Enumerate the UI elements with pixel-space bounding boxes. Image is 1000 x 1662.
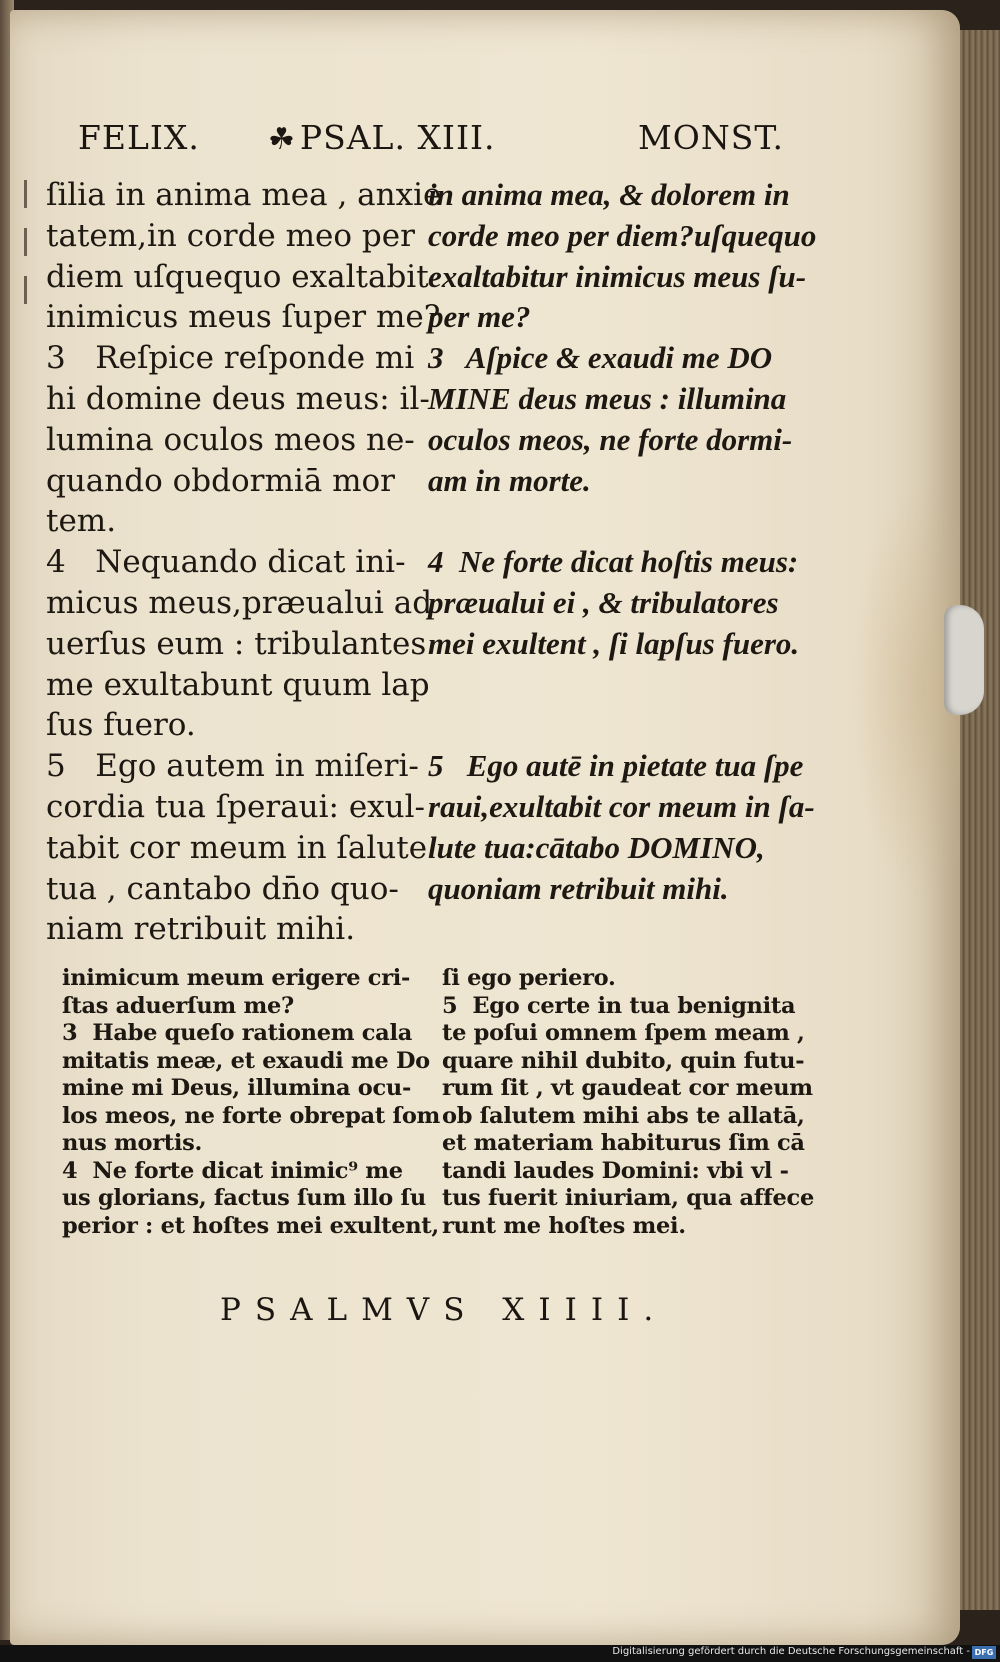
book-page — [10, 10, 960, 1645]
italic-line: corde meo per diem?uſquequo — [428, 217, 817, 253]
bookmark-tab — [944, 605, 984, 715]
gothic-right-line: ob ſalutem mihi abs te allatā, — [442, 1102, 805, 1129]
gothic-right-line: 5 Ego certe in tua benignita — [442, 992, 796, 1019]
latin-line: inimicus meus ſuper me? — [46, 299, 441, 336]
header-left: FELIX. — [78, 118, 200, 157]
gothic-left-line: los meos, ne forte obrepat ſom — [62, 1102, 441, 1129]
italic-line: mei exultent , ſi lapſus fuero. — [428, 625, 800, 661]
italic-line: raui,exultabit cor meum in ſa- — [428, 788, 815, 824]
italic-line: quoniam retribuit mihi. — [428, 870, 729, 906]
latin-line: micus meus,præualui ad — [46, 584, 433, 621]
gothic-left-line: 3 Habe queſo rationem cala — [62, 1020, 412, 1046]
italic-line: præualui ei , & tribulatores — [428, 584, 779, 620]
latin-line: tem. — [46, 503, 117, 540]
margin-marks — [24, 180, 36, 340]
latin-line: me exultabunt quum lap — [46, 666, 430, 703]
header-right: MONST. — [638, 118, 784, 157]
gothic-right-line: tandi laudes Domini: vbi vl - — [442, 1157, 789, 1184]
italic-line: 4 Ne forte dicat hoſtis meus: — [428, 544, 799, 580]
dfg-logo: DFG — [972, 1646, 996, 1659]
header-center — [268, 118, 496, 157]
gothic-left-line: ſtas aduerſum me? — [62, 992, 294, 1019]
italic-line: per me? — [428, 299, 531, 335]
italic-line: MINE deus meus : illumina — [428, 380, 787, 416]
latin-line: niam retribuit mihi. — [46, 911, 356, 948]
gothic-right-line: runt me hoſtes mei. — [442, 1212, 686, 1239]
gothic-right-line: te poſui omnem ſpem meam , — [442, 1020, 805, 1046]
next-psalm-title: PSALMVS XIIII. — [220, 1292, 668, 1328]
gothic-right-column — [442, 965, 832, 1240]
latin-line: tatem,in corde meo per — [46, 217, 415, 254]
italic-column — [428, 175, 828, 909]
latin-line: ſilia in anima mea , anxie — [46, 177, 442, 213]
italic-line — [428, 705, 828, 746]
gothic-left-line: nus mortis. — [62, 1130, 203, 1156]
latin-line: tua , cantabo dn̄o quo- — [46, 870, 399, 907]
latin-line: hi domine deus meus: il- — [46, 380, 430, 417]
latin-line: cordia tua ſperaui: exul- — [46, 788, 426, 825]
gothic-left-line: 4 Ne forte dicat inimic⁹ me — [62, 1157, 403, 1184]
gothic-left-line: mine mi Deus, illumina ocu- — [62, 1075, 411, 1101]
credit-text: Digitalisierung gefördert durch die Deutsche Forschungsgemeinschaft - — [612, 1646, 970, 1657]
gothic-right-line: rum ſit , vt gaudeat cor meum — [442, 1075, 813, 1101]
gothic-right-line: et materiam habiturus ſim cā — [442, 1130, 805, 1156]
italic-line: lute tua:cātabo DOMINO, — [428, 829, 765, 865]
latin-line: ſus fuero. — [46, 707, 196, 744]
latin-column — [46, 175, 442, 950]
latin-line: lumina oculos meos ne- — [46, 421, 415, 458]
page-edges — [958, 30, 1000, 1610]
gothic-left-line: perior : et hoſtes mei exultent, — [62, 1212, 439, 1239]
gothic-right-line: ſi ego periero. — [442, 965, 616, 991]
gothic-left-line: inimicum meum erigere cri- — [62, 965, 411, 991]
italic-line: 3 Aſpice & exaudi me DO — [428, 340, 773, 376]
italic-line: in anima mea, & dolorem in — [428, 177, 790, 212]
latin-line: quando obdormiā mor — [46, 462, 395, 499]
header-center-text: PSAL. XIII. — [299, 118, 496, 157]
latin-line: diem uſquequo exaltabit — [46, 258, 429, 295]
italic-line — [428, 501, 828, 542]
italic-line: oculos meos, ne forte dormi- — [428, 421, 793, 457]
gothic-left-line: us glorians, factus ſum illo ſu — [62, 1185, 426, 1211]
latin-line: 5 Ego autem in miſeri- — [46, 748, 419, 785]
italic-line — [428, 665, 828, 706]
latin-line: 4 Nequando dicat ini- — [46, 544, 406, 581]
latin-line: uerſus eum : tribulantes — [46, 625, 427, 662]
gothic-left-column — [62, 965, 442, 1240]
italic-line: am in morte. — [428, 462, 591, 498]
gothic-right-line: tus fuerit iniuriam, qua affece — [442, 1185, 814, 1211]
italic-line: exaltabitur inimicus meus ſu- — [428, 258, 807, 294]
gothic-right-line: quare nihil dubito, quin futu- — [442, 1047, 805, 1074]
latin-line: tabit cor meum in ſalute — [46, 829, 428, 866]
italic-line: 5 Ego autē in pietate tua ſpe — [428, 748, 804, 784]
fleuron-icon: ☘ — [268, 122, 296, 157]
latin-line: 3 Reſpice reſponde mi — [46, 340, 415, 377]
gothic-left-line: mitatis meæ, et exaudi me Do — [62, 1047, 430, 1074]
